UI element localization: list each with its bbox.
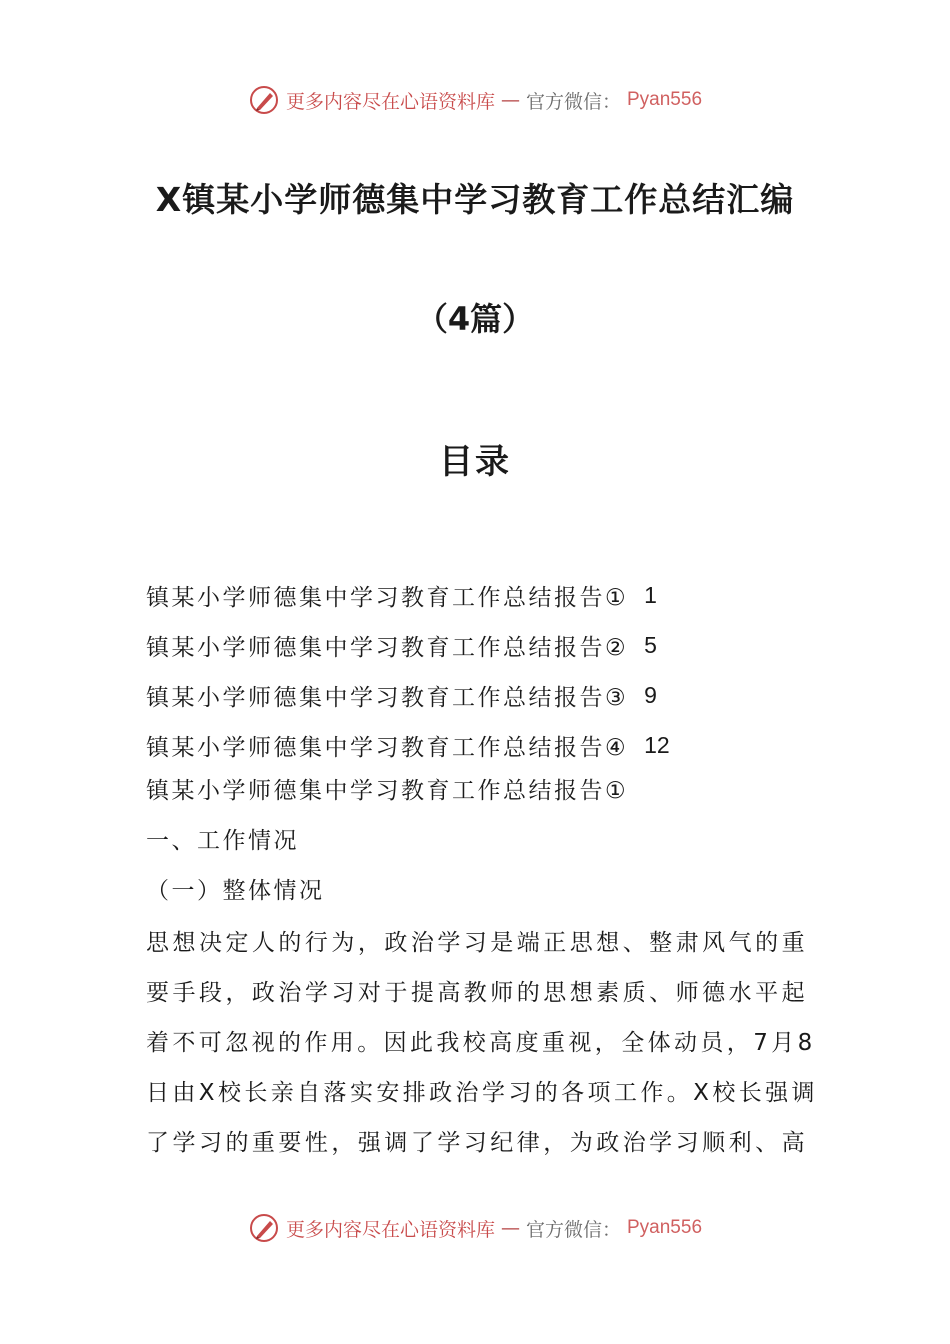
section-title: 镇某小学师德集中学习教育工作总结报告① <box>146 778 629 804</box>
watermark-separator: — <box>500 89 520 111</box>
toc-item[interactable] <box>146 670 806 720</box>
watermark-header <box>0 84 950 116</box>
toc-item-page: 9 <box>644 681 657 708</box>
pen-logo-icon <box>248 84 280 116</box>
watermark-id: Pyan556 <box>627 89 703 110</box>
toc-item[interactable] <box>146 570 806 620</box>
body-line: 着不可忽视的作用。因此我校高度重视，全体动员，7月8 <box>146 1030 816 1056</box>
body-line: 了学习的重要性，强调了学习纪律，为政治学习顺利、高 <box>146 1130 808 1156</box>
watermark-footer <box>0 1212 950 1244</box>
toc-heading: 目录 <box>439 442 511 482</box>
watermark-separator: — <box>500 1217 520 1239</box>
watermark-label: 官方微信： <box>525 1218 621 1241</box>
toc-item-label: 镇某小学师德集中学习教育工作总结报告④ <box>146 734 629 761</box>
toc-item-label: 镇某小学师德集中学习教育工作总结报告① <box>146 584 629 611</box>
document-title: X镇某小学师德集中学习教育工作总结汇编 <box>155 180 795 219</box>
pen-logo-icon <box>248 1212 280 1244</box>
toc-item-page: 12 <box>644 731 670 758</box>
watermark-id: Pyan556 <box>627 1217 703 1238</box>
body-line: 要手段，政治学习对于提高教师的思想素质、师德水平起 <box>146 980 808 1006</box>
toc-item-page: 1 <box>644 581 657 608</box>
body-line: 思想决定人的行为，政治学习是端正思想、整肃风气的重 <box>146 930 808 956</box>
heading-level-2: （一）整体情况 <box>146 878 325 904</box>
body-paragraph <box>146 918 818 1168</box>
watermark-text: 更多内容尽在心语资料库 <box>285 1218 495 1241</box>
toc-item-label: 镇某小学师德集中学习教育工作总结报告② <box>146 634 629 661</box>
watermark-text: 更多内容尽在心语资料库 <box>285 90 495 113</box>
watermark-label: 官方微信： <box>525 90 621 113</box>
toc-item-label: 镇某小学师德集中学习教育工作总结报告③ <box>146 684 629 711</box>
body-line: 日由X校长亲自落实安排政治学习的各项工作。X校长强调 <box>146 1080 818 1106</box>
toc-item-page: 5 <box>644 631 657 658</box>
toc-item[interactable] <box>146 720 806 770</box>
table-of-contents <box>146 570 806 770</box>
toc-item[interactable] <box>146 620 806 670</box>
document-subtitle: （4篇） <box>415 300 535 338</box>
heading-level-1: 一、工作情况 <box>146 828 299 854</box>
